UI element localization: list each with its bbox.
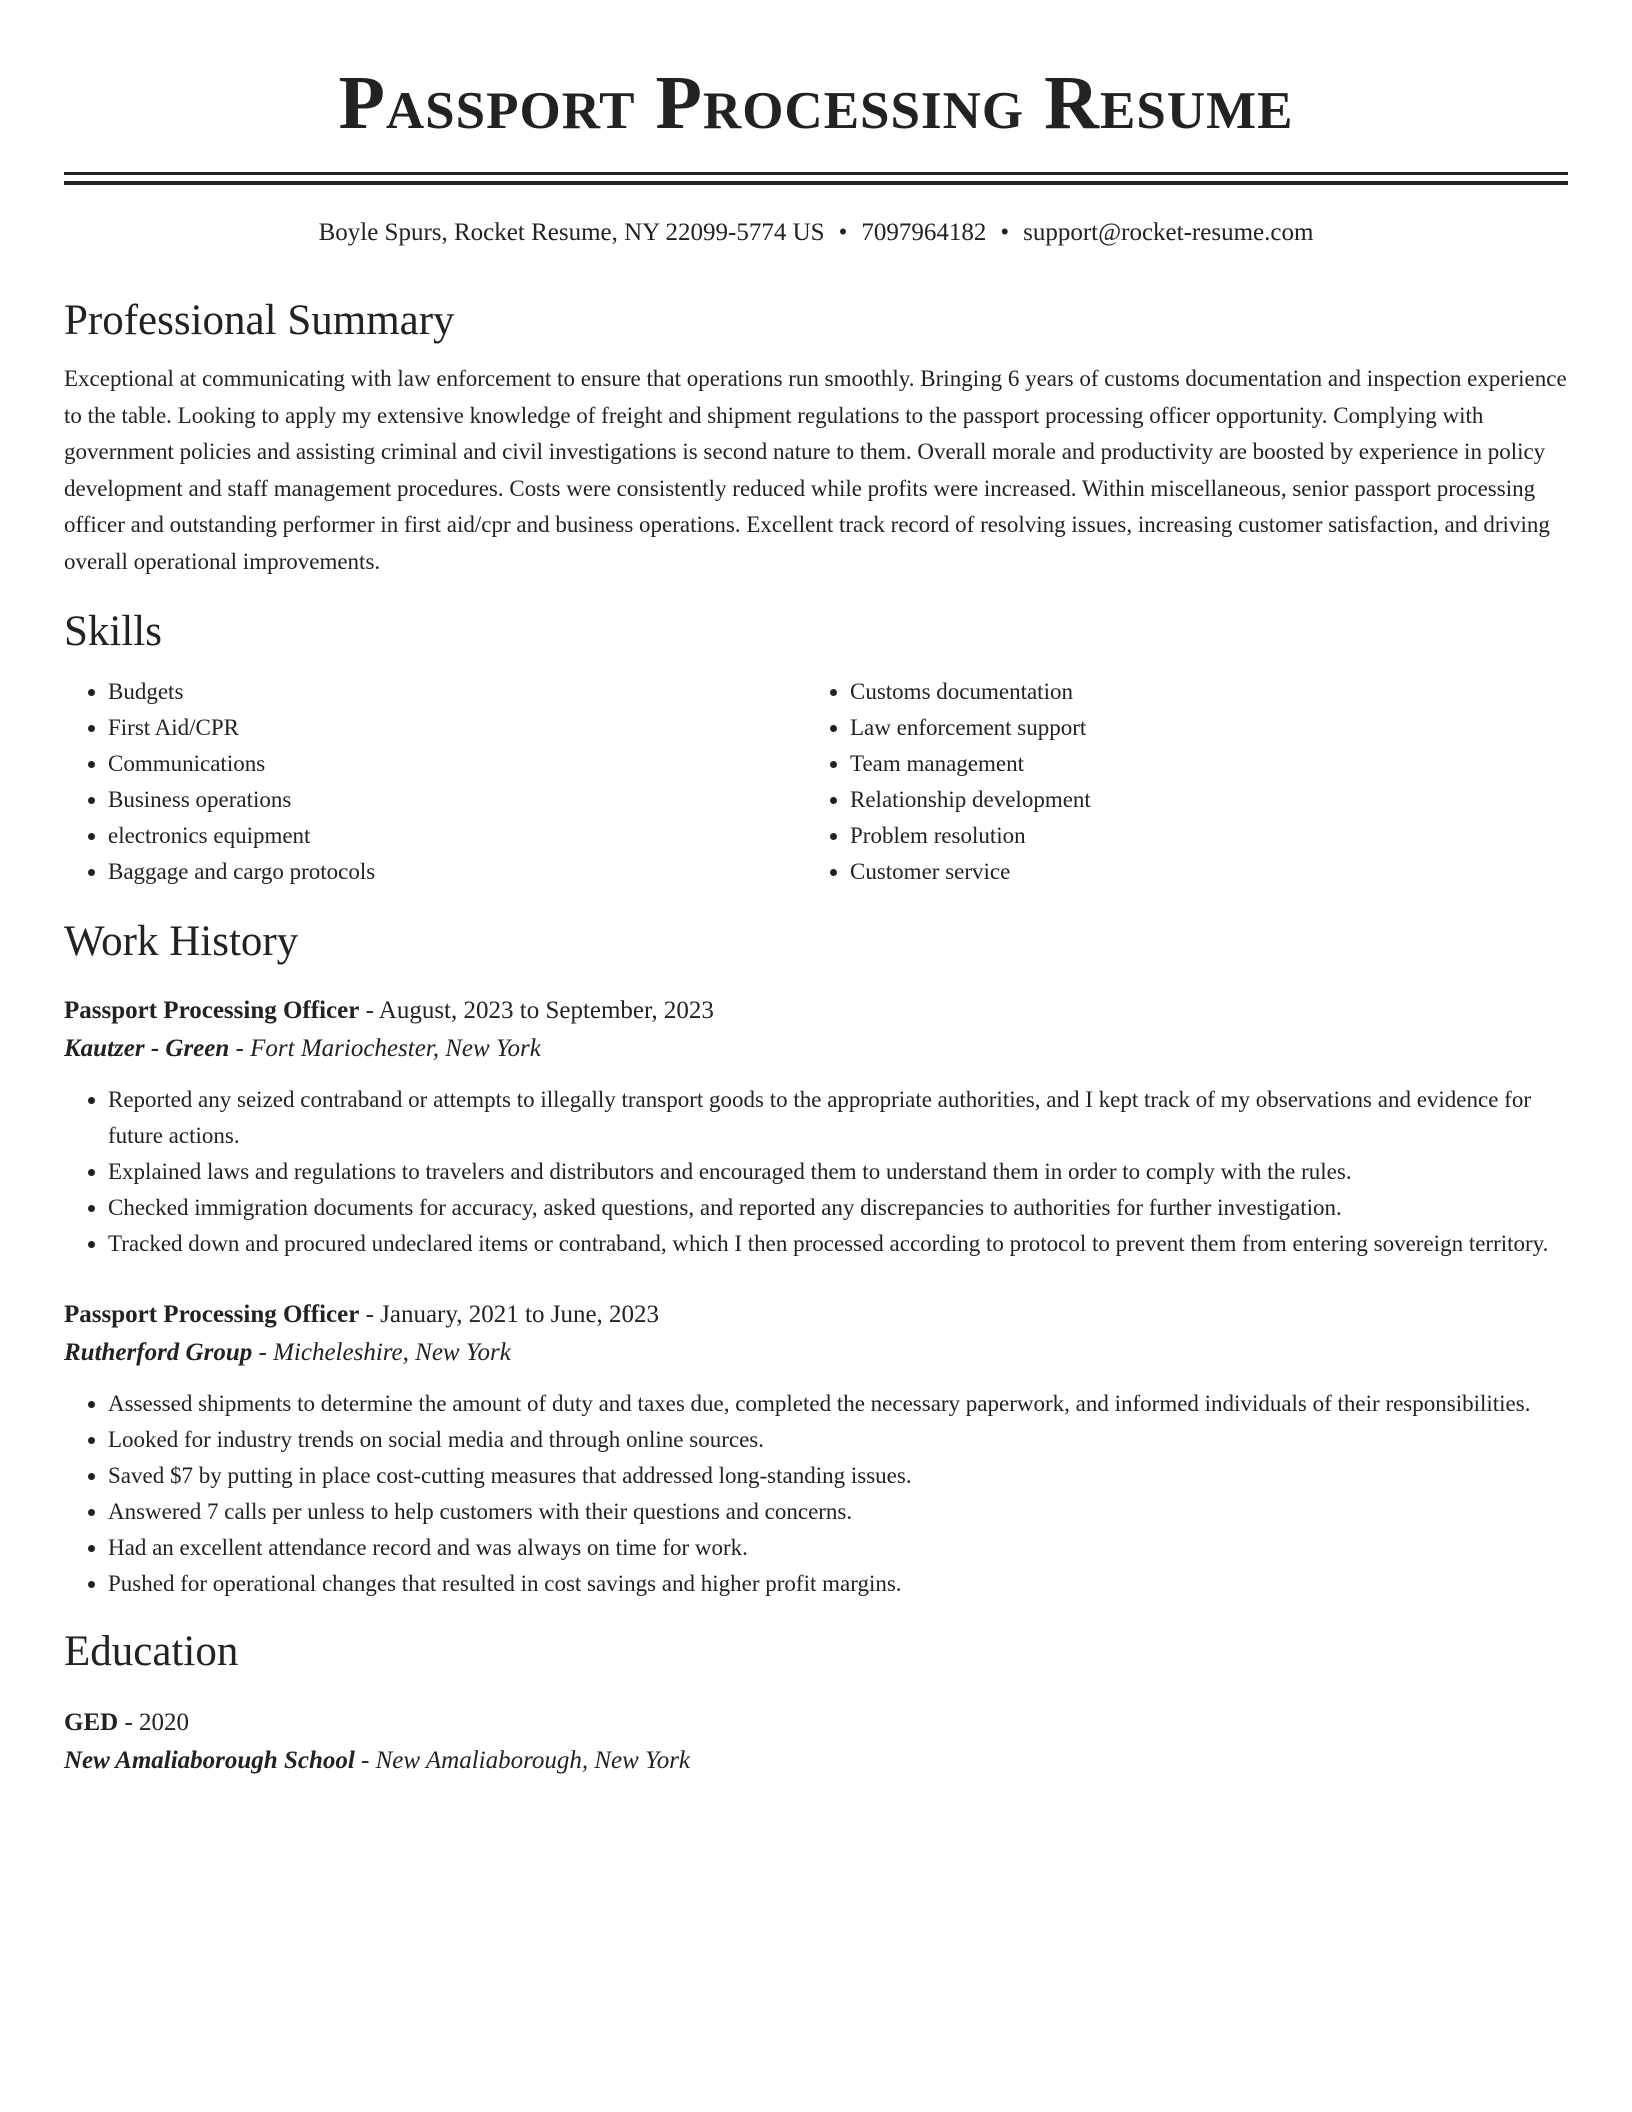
education-dash: -	[354, 1747, 376, 1774]
skills-column-right	[806, 674, 1548, 890]
title-divider-bottom	[64, 181, 1568, 185]
contact-line	[64, 217, 1568, 249]
skill-item: • Baggage and cargo protocols	[108, 854, 806, 890]
job-dash: -	[359, 997, 379, 1024]
job-bullet: • Answered 7 calls per unless to help customers with their questions and concerns.	[108, 1494, 1568, 1530]
job-title-line	[64, 992, 1568, 1030]
job-title: Passport Processing Officer	[64, 997, 360, 1024]
job-bullets	[64, 1082, 1568, 1262]
resume-title: Passport Processing Resume	[338, 61, 1294, 145]
job-location: Fort Mariochester, New York	[250, 1035, 541, 1062]
skills-list	[64, 674, 1568, 890]
education-heading: Education	[64, 1628, 239, 1675]
job-location: Micheleshire, New York	[273, 1339, 511, 1366]
skill-item: • Customs documentation	[850, 674, 1548, 710]
skill-item: • First Aid/CPR	[108, 710, 806, 746]
education-degree: GED	[64, 1709, 119, 1736]
contact-separator: •	[1000, 219, 1010, 246]
education-location: New Amaliaborough, New York	[375, 1747, 691, 1774]
job-title: Passport Processing Officer	[64, 1301, 360, 1328]
job-dash: -	[359, 1301, 381, 1328]
skills-column-left	[64, 674, 806, 890]
skill-item: • electronics equipment	[108, 818, 806, 854]
job-bullet: • Had an excellent attendance record and was always on time for work.	[108, 1530, 1568, 1566]
job-title-line	[64, 1296, 1568, 1334]
skill-item: • Budgets	[108, 674, 806, 710]
job-bullets	[64, 1386, 1568, 1602]
skill-item: • Customer service	[850, 854, 1548, 890]
contact-address: Boyle Spurs, Rocket Resume, NY 22099-5774 US	[318, 219, 825, 246]
job-entry	[64, 992, 1568, 1262]
contact-email: support@rocket-resume.com	[1023, 219, 1314, 246]
job-bullet: • Pushed for operational changes that resulted in cost savings and higher profit margins.	[108, 1566, 1568, 1602]
job-bullet: • Reported any seized contraband or attempts to illegally transport goods to the appropriate authorities, and I kept track of my observations and evidence for future actions.	[108, 1082, 1568, 1154]
contact-phone: 7097964182	[861, 219, 987, 246]
skill-item: • Business operations	[108, 782, 806, 818]
job-dates: August, 2023 to September, 2023	[378, 997, 714, 1024]
job-company: Kautzer - Green	[64, 1035, 230, 1062]
skill-item: • Problem resolution	[850, 818, 1548, 854]
job-company: Rutherford Group	[64, 1339, 253, 1366]
contact-separator: •	[838, 219, 848, 246]
summary-text: Exceptional at communicating with law enforcement to ensure that operations run smoothly. Bringing 6 years of customs documentation and inspection experience to the table. Looking to apply my extensive knowledge of freight and shipment regulations to the passport processing officer opportunity. Complying with government policies and assisting criminal and civil investigations is second nature to them. Overall morale and productivity are boosted by experience in policy development and staff management procedures. Costs were consistently reduced while profits were increased. Within miscellaneous, senior passport processing officer and outstanding performer in first aid/cpr and business operations. Excellent track record of resolving issues, increasing customer satisfaction, and driving overall operational improvements.	[64, 366, 1567, 574]
education-dash: -	[118, 1709, 140, 1736]
skills-heading: Skills	[64, 608, 162, 655]
summary-heading: Professional Summary	[64, 297, 455, 344]
title-divider-top	[64, 172, 1568, 175]
skill-item: • Communications	[108, 746, 806, 782]
education-year: 2020	[139, 1709, 190, 1736]
job-bullet: • Saved $7 by putting in place cost-cutting measures that addressed long-standing issues.	[108, 1458, 1568, 1494]
education-school-line	[64, 1742, 1568, 1780]
job-dash: -	[229, 1035, 251, 1062]
job-bullet: • Assessed shipments to determine the amount of duty and taxes due, completed the necessary paperwork, and informed individuals of their responsibilities.	[108, 1386, 1568, 1422]
job-bullet: • Explained laws and regulations to travelers and distributors and encouraged them to understand them in order to comply with the rules.	[108, 1154, 1568, 1190]
education-school: New Amaliaborough School	[64, 1747, 355, 1774]
job-company-line	[64, 1334, 1568, 1372]
skill-item: • Law enforcement support	[850, 710, 1548, 746]
skill-item: • Relationship development	[850, 782, 1548, 818]
job-dash: -	[252, 1339, 274, 1366]
job-bullet: • Tracked down and procured undeclared items or contraband, which I then processed according to protocol to prevent them from entering sovereign territory.	[108, 1226, 1568, 1262]
job-dates: January, 2021 to June, 2023	[380, 1301, 660, 1328]
job-bullet: • Checked immigration documents for accuracy, asked questions, and reported any discrepancies to authorities for further investigation.	[108, 1190, 1568, 1226]
work-history-heading: Work History	[64, 918, 299, 965]
job-company-line	[64, 1030, 1568, 1068]
skill-item: • Team management	[850, 746, 1548, 782]
education-degree-line	[64, 1704, 1568, 1742]
job-bullet: • Looked for industry trends on social media and through online sources.	[108, 1422, 1568, 1458]
job-entry	[64, 1296, 1568, 1602]
